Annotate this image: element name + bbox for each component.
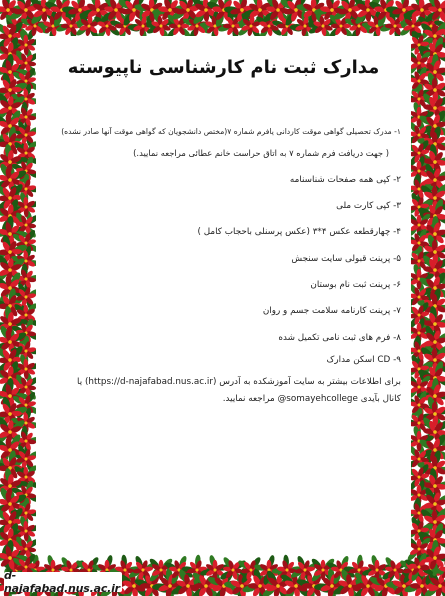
- list-item: ۴- چهارقطعه عکس ۴*۳ (عکس پرسنلی باحجاب کامل ): [197, 227, 401, 238]
- footer-line-channel: کانال بآیدی somayehcollege@ مراجعه نمایید.: [222, 393, 401, 404]
- list-item: ۳- کپی کارت ملی: [336, 201, 401, 212]
- watermark-text: d-najafabad.nus.ac.ir: [4, 569, 120, 595]
- requirements-list: [36, 127, 411, 366]
- footer-note: [36, 374, 411, 407]
- list-item-note: ( جهت دریافت فرم شماره ۷ به اتاق حراست خانم عطائی مراجعه نمایید.): [133, 148, 389, 159]
- list-item: ۵- پرینت قبولی سایت سنجش: [291, 253, 401, 264]
- list-item: ۱- مدرک تحصیلی گواهی موقت کاردانی یافرم شماره ۷(مختص دانشجویان که گواهی موقت آنها صادر نشده): [61, 127, 401, 137]
- list-item: ۷- پرینت کارنامه سلامت جسم و روان: [262, 306, 401, 317]
- list-item: ۶- پرینت ثبت نام بوستان: [310, 280, 401, 291]
- list-item: ۲- کپی همه صفحات شناسنامه: [289, 174, 401, 185]
- list-item: ۹- CD اسکن مدارک: [326, 354, 401, 365]
- watermark-logo: [4, 569, 122, 595]
- page-title: مدارک ثبت نام کارشناسی ناپیوسته: [67, 57, 380, 78]
- footer-line-website: برای اطلاعات بیشتر به سایت آموزشکده به آدرس (https://d-najafabad.nus.ac.ir) یا: [77, 377, 401, 388]
- list-item: ۸- فرم های ثبت نامی تکمیل شده: [278, 332, 401, 343]
- document-page: [36, 36, 411, 552]
